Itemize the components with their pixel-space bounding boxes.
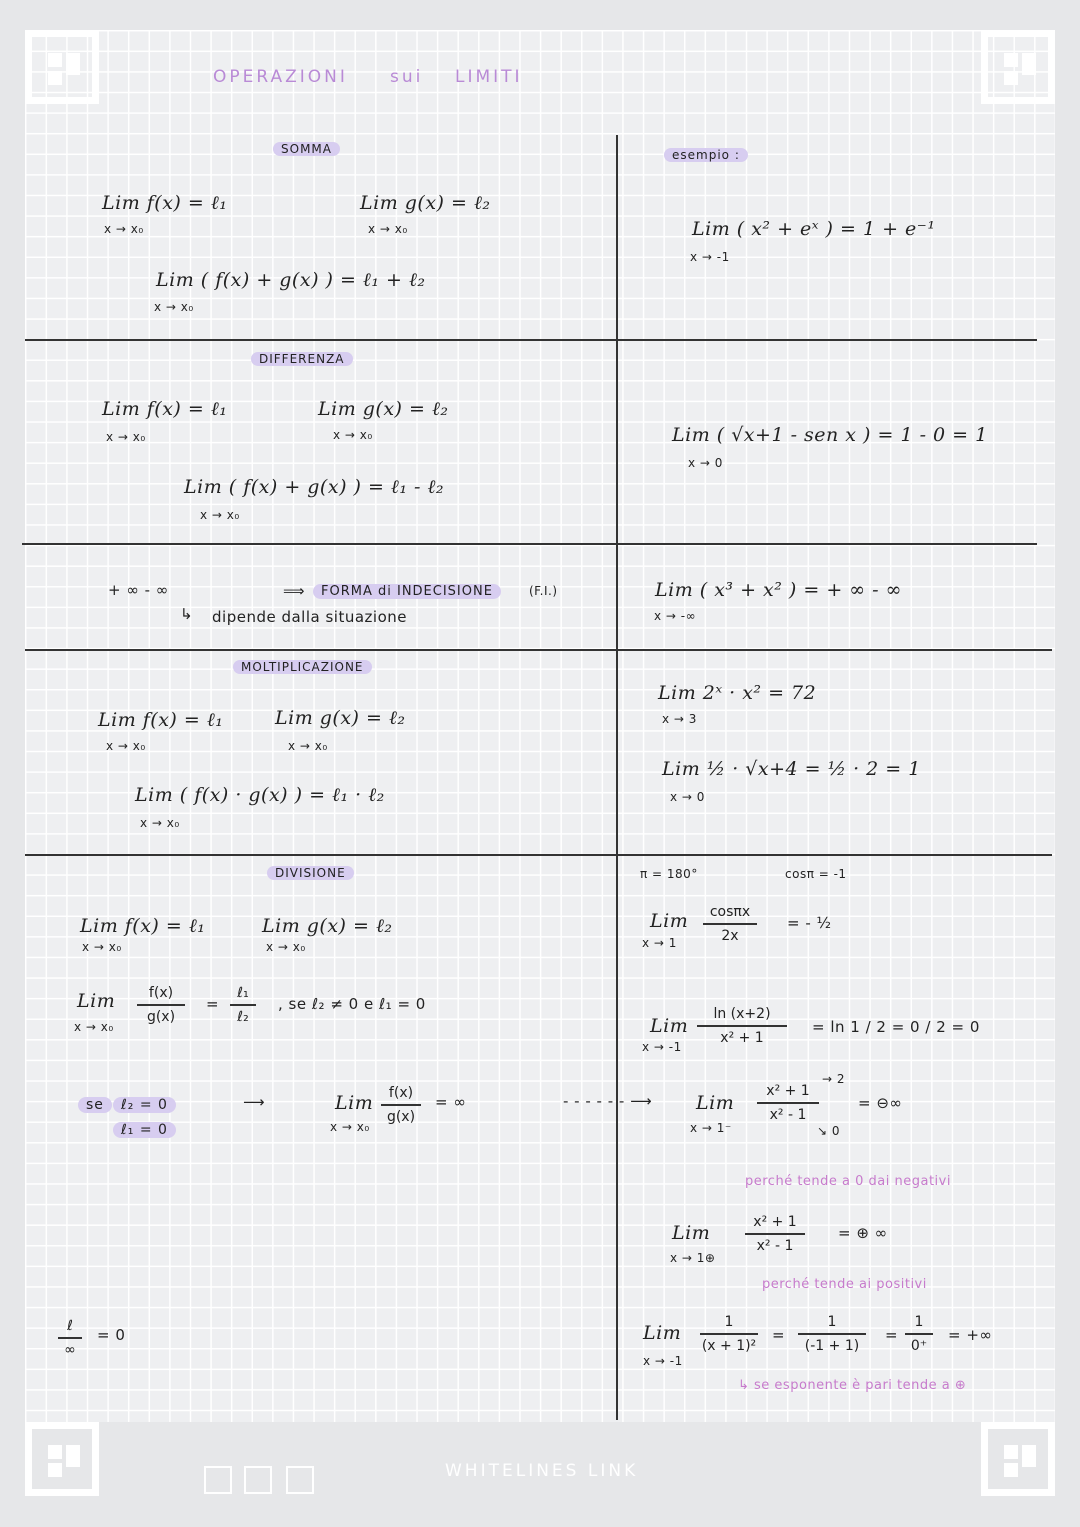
whitelines-logo: WHITELINES LINK — [445, 1461, 639, 1481]
example-10-mid-fraction — [798, 1314, 866, 1354]
mail-icon[interactable] — [204, 1466, 232, 1494]
divisione-g-sub: x → x₀ — [266, 940, 306, 954]
divisione-numerator: f(x) — [148, 985, 174, 1001]
divisione-cond-l1: ℓ₁ = 0 — [113, 1122, 176, 1138]
divisione-lim: Lim — [77, 990, 116, 1012]
differenza-result-sub: x → x₀ — [200, 508, 240, 522]
example-10-mid-denominator: (-1 + 1) — [804, 1337, 860, 1354]
differenza-g-sub: x → x₀ — [333, 428, 373, 442]
l-over-infinity — [58, 1318, 82, 1358]
example-10-right-denominator: 0⁺ — [910, 1337, 928, 1354]
example-10-mid-numerator: 1 — [827, 1314, 837, 1330]
example-10-value: = +∞ — [948, 1326, 993, 1344]
example-8-denominator: x² - 1 — [769, 1106, 807, 1123]
example-6-numerator: cosπx — [709, 904, 751, 920]
example-7-numerator: ln (x+2) — [713, 1006, 771, 1022]
divisione-res-denominator: g(x) — [386, 1108, 416, 1125]
divisione-l2: ℓ₂ — [237, 1008, 249, 1025]
somma-f-sub: x → x₀ — [104, 222, 144, 236]
divisione-condition: , se ℓ₂ ≠ 0 e ℓ₁ = 0 — [278, 995, 426, 1013]
example-9-denominator: x² - 1 — [756, 1237, 794, 1254]
divisione-fraction — [137, 985, 185, 1025]
example-8-lim: Lim — [696, 1092, 735, 1114]
example-5-sub: x → 0 — [670, 790, 705, 804]
example-8-sub: x → 1⁻ — [690, 1121, 732, 1135]
example-6-value: = - ½ — [787, 914, 832, 932]
somma-result-sub: x → x₀ — [154, 300, 194, 314]
divisione-res-value: = ∞ — [435, 1093, 467, 1111]
differenza-f-limit: Lim f(x) = ℓ₁ — [102, 398, 228, 420]
row-divider — [22, 543, 1037, 545]
note-negativi: perché tende a 0 dai negativi — [745, 1174, 951, 1189]
example-10-eq: = — [772, 1326, 786, 1344]
moltiplicazione-g-sub: x → x₀ — [288, 739, 328, 753]
divisione-cond-l2: ℓ₂ = 0 — [113, 1097, 176, 1113]
section-label-moltiplicazione: MOLTIPLICAZIONE — [233, 660, 372, 674]
example-9-sub: x → 1⊕ — [670, 1251, 716, 1265]
example-4: Lim 2ˣ · x² = 72 — [658, 682, 817, 704]
hook-arrow-icon: ↳ — [180, 605, 194, 623]
moltiplicazione-g-limit: Lim g(x) = ℓ₂ — [275, 707, 406, 729]
pi-note: π = 180° — [640, 867, 698, 881]
divisione-f-limit: Lim f(x) = ℓ₁ — [80, 915, 206, 937]
divisione-denominator: g(x) — [146, 1008, 176, 1025]
cos-note: cosπ = -1 — [785, 867, 847, 881]
corner-marker-icon — [25, 30, 99, 104]
differenza-g-limit: Lim g(x) = ℓ₂ — [318, 398, 449, 420]
example-2-sub: x → 0 — [688, 456, 723, 470]
infinity-denominator: ∞ — [64, 1341, 76, 1358]
example-6-sub: x → 1 — [642, 936, 677, 950]
note-positivi: perché tende ai positivi — [762, 1277, 927, 1292]
example-7-value: = ln 1 / 2 = 0 / 2 = 0 — [812, 1018, 980, 1036]
example-10-right-numerator: 1 — [914, 1314, 924, 1330]
divisione-se: se — [78, 1097, 112, 1113]
row-divider — [25, 854, 1052, 856]
divisione-res-lim: Lim — [335, 1092, 374, 1114]
moltiplicazione-result: Lim ( f(x) · g(x) ) = ℓ₁ · ℓ₂ — [135, 784, 385, 806]
example-8-numerator: x² + 1 — [766, 1083, 810, 1099]
l-over-infinity-value: = 0 — [97, 1326, 126, 1344]
example-9-lim: Lim — [672, 1222, 711, 1244]
divisione-res-fraction — [381, 1085, 421, 1125]
divisione-res-sub: x → x₀ — [330, 1120, 370, 1134]
moltiplicazione-f-limit: Lim f(x) = ℓ₁ — [98, 709, 224, 731]
dropbox-icon[interactable] — [286, 1466, 314, 1494]
example-10-fraction — [700, 1314, 758, 1354]
somma-result: Lim ( f(x) + g(x) ) = ℓ₁ + ℓ₂ — [156, 269, 426, 291]
fi-abbreviation: (F.I.) — [529, 584, 558, 598]
example-6-fraction — [703, 904, 757, 944]
differenza-result: Lim ( f(x) + g(x) ) = ℓ₁ - ℓ₂ — [184, 476, 444, 498]
corner-marker-icon — [25, 1422, 99, 1496]
example-10-eq2: = — [885, 1326, 899, 1344]
example-7-lim: Lim — [650, 1015, 689, 1037]
title-word-3: LIMITI — [455, 67, 523, 87]
example-9-value: = ⊕ ∞ — [838, 1224, 888, 1242]
example-8-fraction — [757, 1083, 819, 1123]
example-2: Lim ( √x+1 - sen x ) = 1 - 0 = 1 — [672, 424, 988, 446]
example-9-numerator: x² + 1 — [753, 1214, 797, 1230]
example-7-denominator: x² + 1 — [720, 1029, 764, 1046]
divisione-f-sub: x → x₀ — [82, 940, 122, 954]
somma-g-sub: x → x₀ — [368, 222, 408, 236]
divisione-res-numerator: f(x) — [388, 1085, 414, 1101]
example-5: Lim ½ · √x+4 = ½ · 2 = 1 — [662, 758, 921, 780]
l-numerator: ℓ — [67, 1318, 73, 1334]
note-esponente-pari: ↳ se esponente è pari tende a ⊕ — [738, 1378, 967, 1393]
example-8-value: = ⊖∞ — [858, 1094, 903, 1112]
example-8-top-note: → 2 — [822, 1072, 846, 1086]
column-divider — [616, 135, 618, 1420]
dashed-arrow-icon: - - - - - - ⟶ — [563, 1092, 653, 1110]
implies-arrow-icon: ⟹ — [283, 582, 306, 600]
example-8-bottom-note: ↘ 0 — [817, 1124, 841, 1138]
moltiplicazione-result-sub: x → x₀ — [140, 816, 180, 830]
row-divider — [25, 339, 1037, 341]
divisione-lim-sub: x → x₀ — [74, 1020, 114, 1034]
right-arrow-icon: ⟶ — [243, 1093, 266, 1111]
divisione-equals: = — [206, 995, 220, 1013]
forma-indecisione-label: FORMA di INDECISIONE — [313, 584, 501, 599]
example-10-right-fraction — [905, 1314, 933, 1354]
section-label-divisione: DIVISIONE — [267, 866, 354, 880]
divisione-l1: ℓ₁ — [237, 985, 249, 1001]
example-9-fraction — [745, 1214, 805, 1254]
example-4-sub: x → 3 — [662, 712, 697, 726]
somma-f-limit: Lim f(x) = ℓ₁ — [102, 192, 228, 214]
example-1-sub: x → -1 — [690, 250, 730, 264]
example-3-sub: x → -∞ — [654, 609, 697, 623]
title-word-1: OPERAZIONI — [213, 67, 348, 87]
example-10-sub: x → -1 — [643, 1354, 683, 1368]
section-label-differenza: DIFFERENZA — [251, 352, 353, 366]
title-word-2: sui — [390, 67, 424, 87]
infinity-difference: + ∞ - ∞ — [108, 581, 169, 599]
section-label-somma: SOMMA — [273, 142, 340, 156]
divisione-g-limit: Lim g(x) = ℓ₂ — [262, 915, 393, 937]
example-3: Lim ( x³ + x² ) = + ∞ - ∞ — [655, 579, 902, 601]
example-10-denominator: (x + 1)² — [701, 1337, 757, 1354]
example-7-sub: x → -1 — [642, 1040, 682, 1054]
example-1: Lim ( x² + eˣ ) = 1 + e⁻¹ — [692, 218, 936, 240]
example-6-denominator: 2x — [721, 927, 739, 944]
differenza-f-sub: x → x₀ — [106, 430, 146, 444]
example-10-numerator: 1 — [724, 1314, 734, 1330]
section-label-esempio: esempio : — [664, 148, 748, 162]
row-divider — [25, 649, 1052, 651]
example-6-lim: Lim — [650, 910, 689, 932]
somma-g-limit: Lim g(x) = ℓ₂ — [360, 192, 491, 214]
corner-marker-icon — [981, 30, 1055, 104]
moltiplicazione-f-sub: x → x₀ — [106, 739, 146, 753]
divisione-l-fraction — [230, 985, 256, 1025]
example-7-fraction — [697, 1006, 787, 1046]
indecisione-note: dipende dalla situazione — [212, 608, 407, 626]
corner-marker-icon — [981, 1422, 1055, 1496]
example-10-lim: Lim — [643, 1322, 682, 1344]
evernote-icon[interactable] — [244, 1466, 272, 1494]
